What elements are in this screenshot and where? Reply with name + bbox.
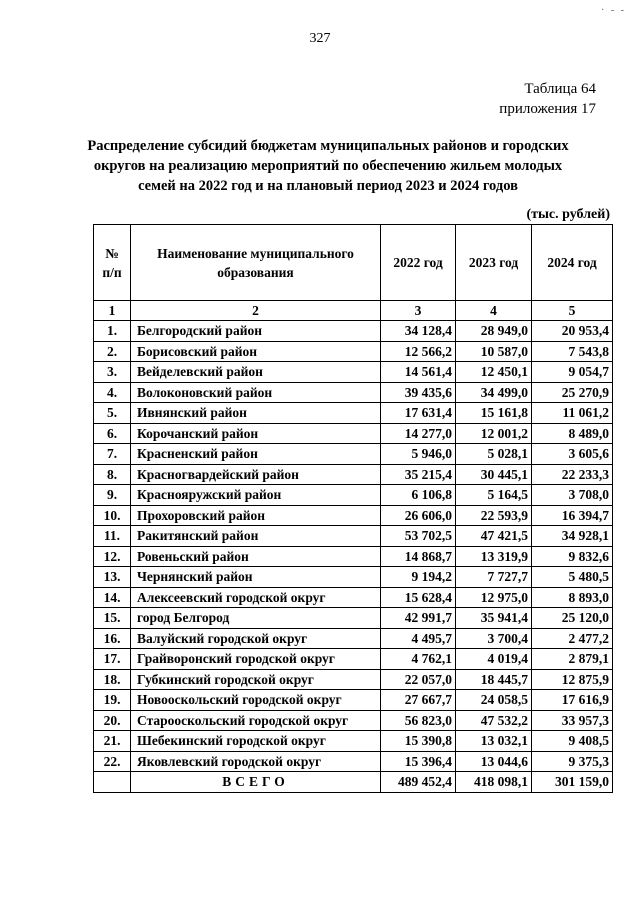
row-value-2023: 7 727,7	[456, 567, 532, 588]
row-value-2022: 5 946,0	[381, 444, 456, 465]
row-value-2023: 12 975,0	[456, 587, 532, 608]
row-name: Грайворонский городской округ	[131, 649, 381, 670]
row-name: Старооскольский городской округ	[131, 710, 381, 731]
column-number-row	[94, 301, 613, 321]
row-value-2024: 3 605,6	[532, 444, 613, 465]
row-value-2022: 14 561,4	[381, 362, 456, 383]
row-value-2023: 12 450,1	[456, 362, 532, 383]
table-row	[94, 505, 613, 526]
row-value-2024: 9 832,6	[532, 546, 613, 567]
row-value-2022: 9 194,2	[381, 567, 456, 588]
row-value-2024: 33 957,3	[532, 710, 613, 731]
row-value-2022: 34 128,4	[381, 321, 456, 342]
row-value-2024: 12 875,9	[532, 669, 613, 690]
table-row	[94, 608, 613, 629]
row-index: 16.	[94, 628, 131, 649]
subsidy-table	[93, 224, 613, 793]
row-value-2024: 9 408,5	[532, 731, 613, 752]
row-value-2022: 42 991,7	[381, 608, 456, 629]
row-value-2023: 22 593,9	[456, 505, 532, 526]
row-value-2024: 9 375,3	[532, 751, 613, 772]
row-value-2022: 26 606,0	[381, 505, 456, 526]
row-value-2022: 4 762,1	[381, 649, 456, 670]
total-index-cell	[94, 772, 131, 793]
row-index: 15.	[94, 608, 131, 629]
column-header-2023: 2023 год	[456, 225, 532, 301]
column-header-2022: 2022 год	[381, 225, 456, 301]
row-index: 11.	[94, 526, 131, 547]
row-value-2023: 10 587,0	[456, 341, 532, 362]
row-name: Белгородский район	[131, 321, 381, 342]
row-index: 18.	[94, 669, 131, 690]
row-value-2024: 34 928,1	[532, 526, 613, 547]
row-value-2022: 35 215,4	[381, 464, 456, 485]
row-value-2024: 16 394,7	[532, 505, 613, 526]
row-value-2024: 2 879,1	[532, 649, 613, 670]
table-row	[94, 444, 613, 465]
units-label: (тыс. рублей)	[526, 207, 610, 222]
table-reference	[499, 79, 596, 119]
row-name: Борисовский район	[131, 341, 381, 362]
row-name: Губкинский городской округ	[131, 669, 381, 690]
row-value-2022: 17 631,4	[381, 403, 456, 424]
row-value-2023: 13 044,6	[456, 751, 532, 772]
row-value-2023: 18 445,7	[456, 669, 532, 690]
row-name: Красненский район	[131, 444, 381, 465]
column-header-index: № п/п	[94, 225, 131, 301]
row-value-2023: 15 161,8	[456, 403, 532, 424]
row-index: 2.	[94, 341, 131, 362]
row-name: Алексеевский городской округ	[131, 587, 381, 608]
row-value-2023: 47 421,5	[456, 526, 532, 547]
row-value-2023: 47 532,2	[456, 710, 532, 731]
table-ref-line1: Таблица 64	[524, 81, 596, 97]
row-value-2023: 35 941,4	[456, 608, 532, 629]
table-row	[94, 403, 613, 424]
row-index: 19.	[94, 690, 131, 711]
row-value-2023: 30 445,1	[456, 464, 532, 485]
row-name: Чернянский район	[131, 567, 381, 588]
row-index: 22.	[94, 751, 131, 772]
table-row	[94, 710, 613, 731]
row-value-2024: 17 616,9	[532, 690, 613, 711]
row-index: 3.	[94, 362, 131, 383]
page-number: 327	[309, 31, 331, 46]
row-value-2024: 22 233,3	[532, 464, 613, 485]
table-row	[94, 669, 613, 690]
row-value-2023: 34 499,0	[456, 382, 532, 403]
column-number: 4	[456, 301, 532, 321]
row-index: 9.	[94, 485, 131, 506]
table-row	[94, 382, 613, 403]
table-row	[94, 628, 613, 649]
row-value-2023: 5 164,5	[456, 485, 532, 506]
row-index: 21.	[94, 731, 131, 752]
row-name: Ровеньский район	[131, 546, 381, 567]
row-index: 1.	[94, 321, 131, 342]
row-name: город Белгород	[131, 608, 381, 629]
table-row	[94, 546, 613, 567]
row-index: 5.	[94, 403, 131, 424]
row-index: 8.	[94, 464, 131, 485]
total-2024: 301 159,0	[532, 772, 613, 793]
row-index: 17.	[94, 649, 131, 670]
table-row	[94, 567, 613, 588]
row-value-2024: 9 054,7	[532, 362, 613, 383]
row-value-2022: 56 823,0	[381, 710, 456, 731]
row-value-2024: 3 708,0	[532, 485, 613, 506]
table-row	[94, 362, 613, 383]
column-number: 1	[94, 301, 131, 321]
row-value-2022: 12 566,2	[381, 341, 456, 362]
row-index: 12.	[94, 546, 131, 567]
row-value-2024: 25 120,0	[532, 608, 613, 629]
table-row	[94, 485, 613, 506]
row-name: Прохоровский район	[131, 505, 381, 526]
row-value-2022: 14 868,7	[381, 546, 456, 567]
corner-marks: · - -	[601, 5, 626, 16]
row-value-2024: 7 543,8	[532, 341, 613, 362]
row-value-2022: 15 628,4	[381, 587, 456, 608]
row-name: Волоконовский район	[131, 382, 381, 403]
row-value-2023: 13 319,9	[456, 546, 532, 567]
row-value-2022: 15 390,8	[381, 731, 456, 752]
table-row	[94, 321, 613, 342]
total-2023: 418 098,1	[456, 772, 532, 793]
row-index: 7.	[94, 444, 131, 465]
row-value-2024: 25 270,9	[532, 382, 613, 403]
row-value-2022: 22 057,0	[381, 669, 456, 690]
column-header-2024: 2024 год	[532, 225, 613, 301]
row-value-2023: 5 028,1	[456, 444, 532, 465]
table-row	[94, 731, 613, 752]
column-number: 5	[532, 301, 613, 321]
row-value-2022: 4 495,7	[381, 628, 456, 649]
row-value-2022: 15 396,4	[381, 751, 456, 772]
row-value-2023: 13 032,1	[456, 731, 532, 752]
row-index: 20.	[94, 710, 131, 731]
column-number: 3	[381, 301, 456, 321]
row-name: Ивнянский район	[131, 403, 381, 424]
total-row	[94, 772, 613, 793]
table-row	[94, 341, 613, 362]
document-title: Распределение субсидий бюджетам муниципальных районов и городских округов на реализацию мероприятий по обеспечению жильем молодых семей на 2022 год и на плановый период 2023 и 2024 годов	[87, 138, 569, 194]
row-value-2024: 8 489,0	[532, 423, 613, 444]
table-ref-line2: приложения 17	[499, 101, 596, 117]
table-row	[94, 690, 613, 711]
row-value-2023: 4 019,4	[456, 649, 532, 670]
row-name: Валуйский городской округ	[131, 628, 381, 649]
row-name: Новооскольский городской округ	[131, 690, 381, 711]
table-row	[94, 751, 613, 772]
row-value-2022: 53 702,5	[381, 526, 456, 547]
total-label: ВСЕГО	[131, 772, 381, 793]
table-row	[94, 464, 613, 485]
row-value-2024: 2 477,2	[532, 628, 613, 649]
row-value-2024: 8 893,0	[532, 587, 613, 608]
table-row	[94, 526, 613, 547]
row-name: Вейделевский район	[131, 362, 381, 383]
table-row	[94, 423, 613, 444]
row-value-2022: 27 667,7	[381, 690, 456, 711]
row-index: 6.	[94, 423, 131, 444]
row-index: 4.	[94, 382, 131, 403]
row-name: Шебекинский городской округ	[131, 731, 381, 752]
row-name: Краснояружский район	[131, 485, 381, 506]
row-value-2022: 6 106,8	[381, 485, 456, 506]
header-row	[94, 225, 613, 301]
row-value-2023: 24 058,5	[456, 690, 532, 711]
row-value-2023: 3 700,4	[456, 628, 532, 649]
column-header-name: Наименование муниципального образования	[131, 225, 381, 301]
table-row	[94, 649, 613, 670]
row-name: Ракитянский район	[131, 526, 381, 547]
row-value-2024: 11 061,2	[532, 403, 613, 424]
total-2022: 489 452,4	[381, 772, 456, 793]
row-value-2024: 5 480,5	[532, 567, 613, 588]
row-name: Корочанский район	[131, 423, 381, 444]
table-row	[94, 587, 613, 608]
row-value-2023: 28 949,0	[456, 321, 532, 342]
column-number: 2	[131, 301, 381, 321]
row-value-2022: 14 277,0	[381, 423, 456, 444]
row-name: Красногвардейский район	[131, 464, 381, 485]
row-index: 14.	[94, 587, 131, 608]
row-index: 13.	[94, 567, 131, 588]
row-value-2023: 12 001,2	[456, 423, 532, 444]
row-name: Яковлевский городской округ	[131, 751, 381, 772]
row-index: 10.	[94, 505, 131, 526]
row-value-2024: 20 953,4	[532, 321, 613, 342]
row-value-2022: 39 435,6	[381, 382, 456, 403]
